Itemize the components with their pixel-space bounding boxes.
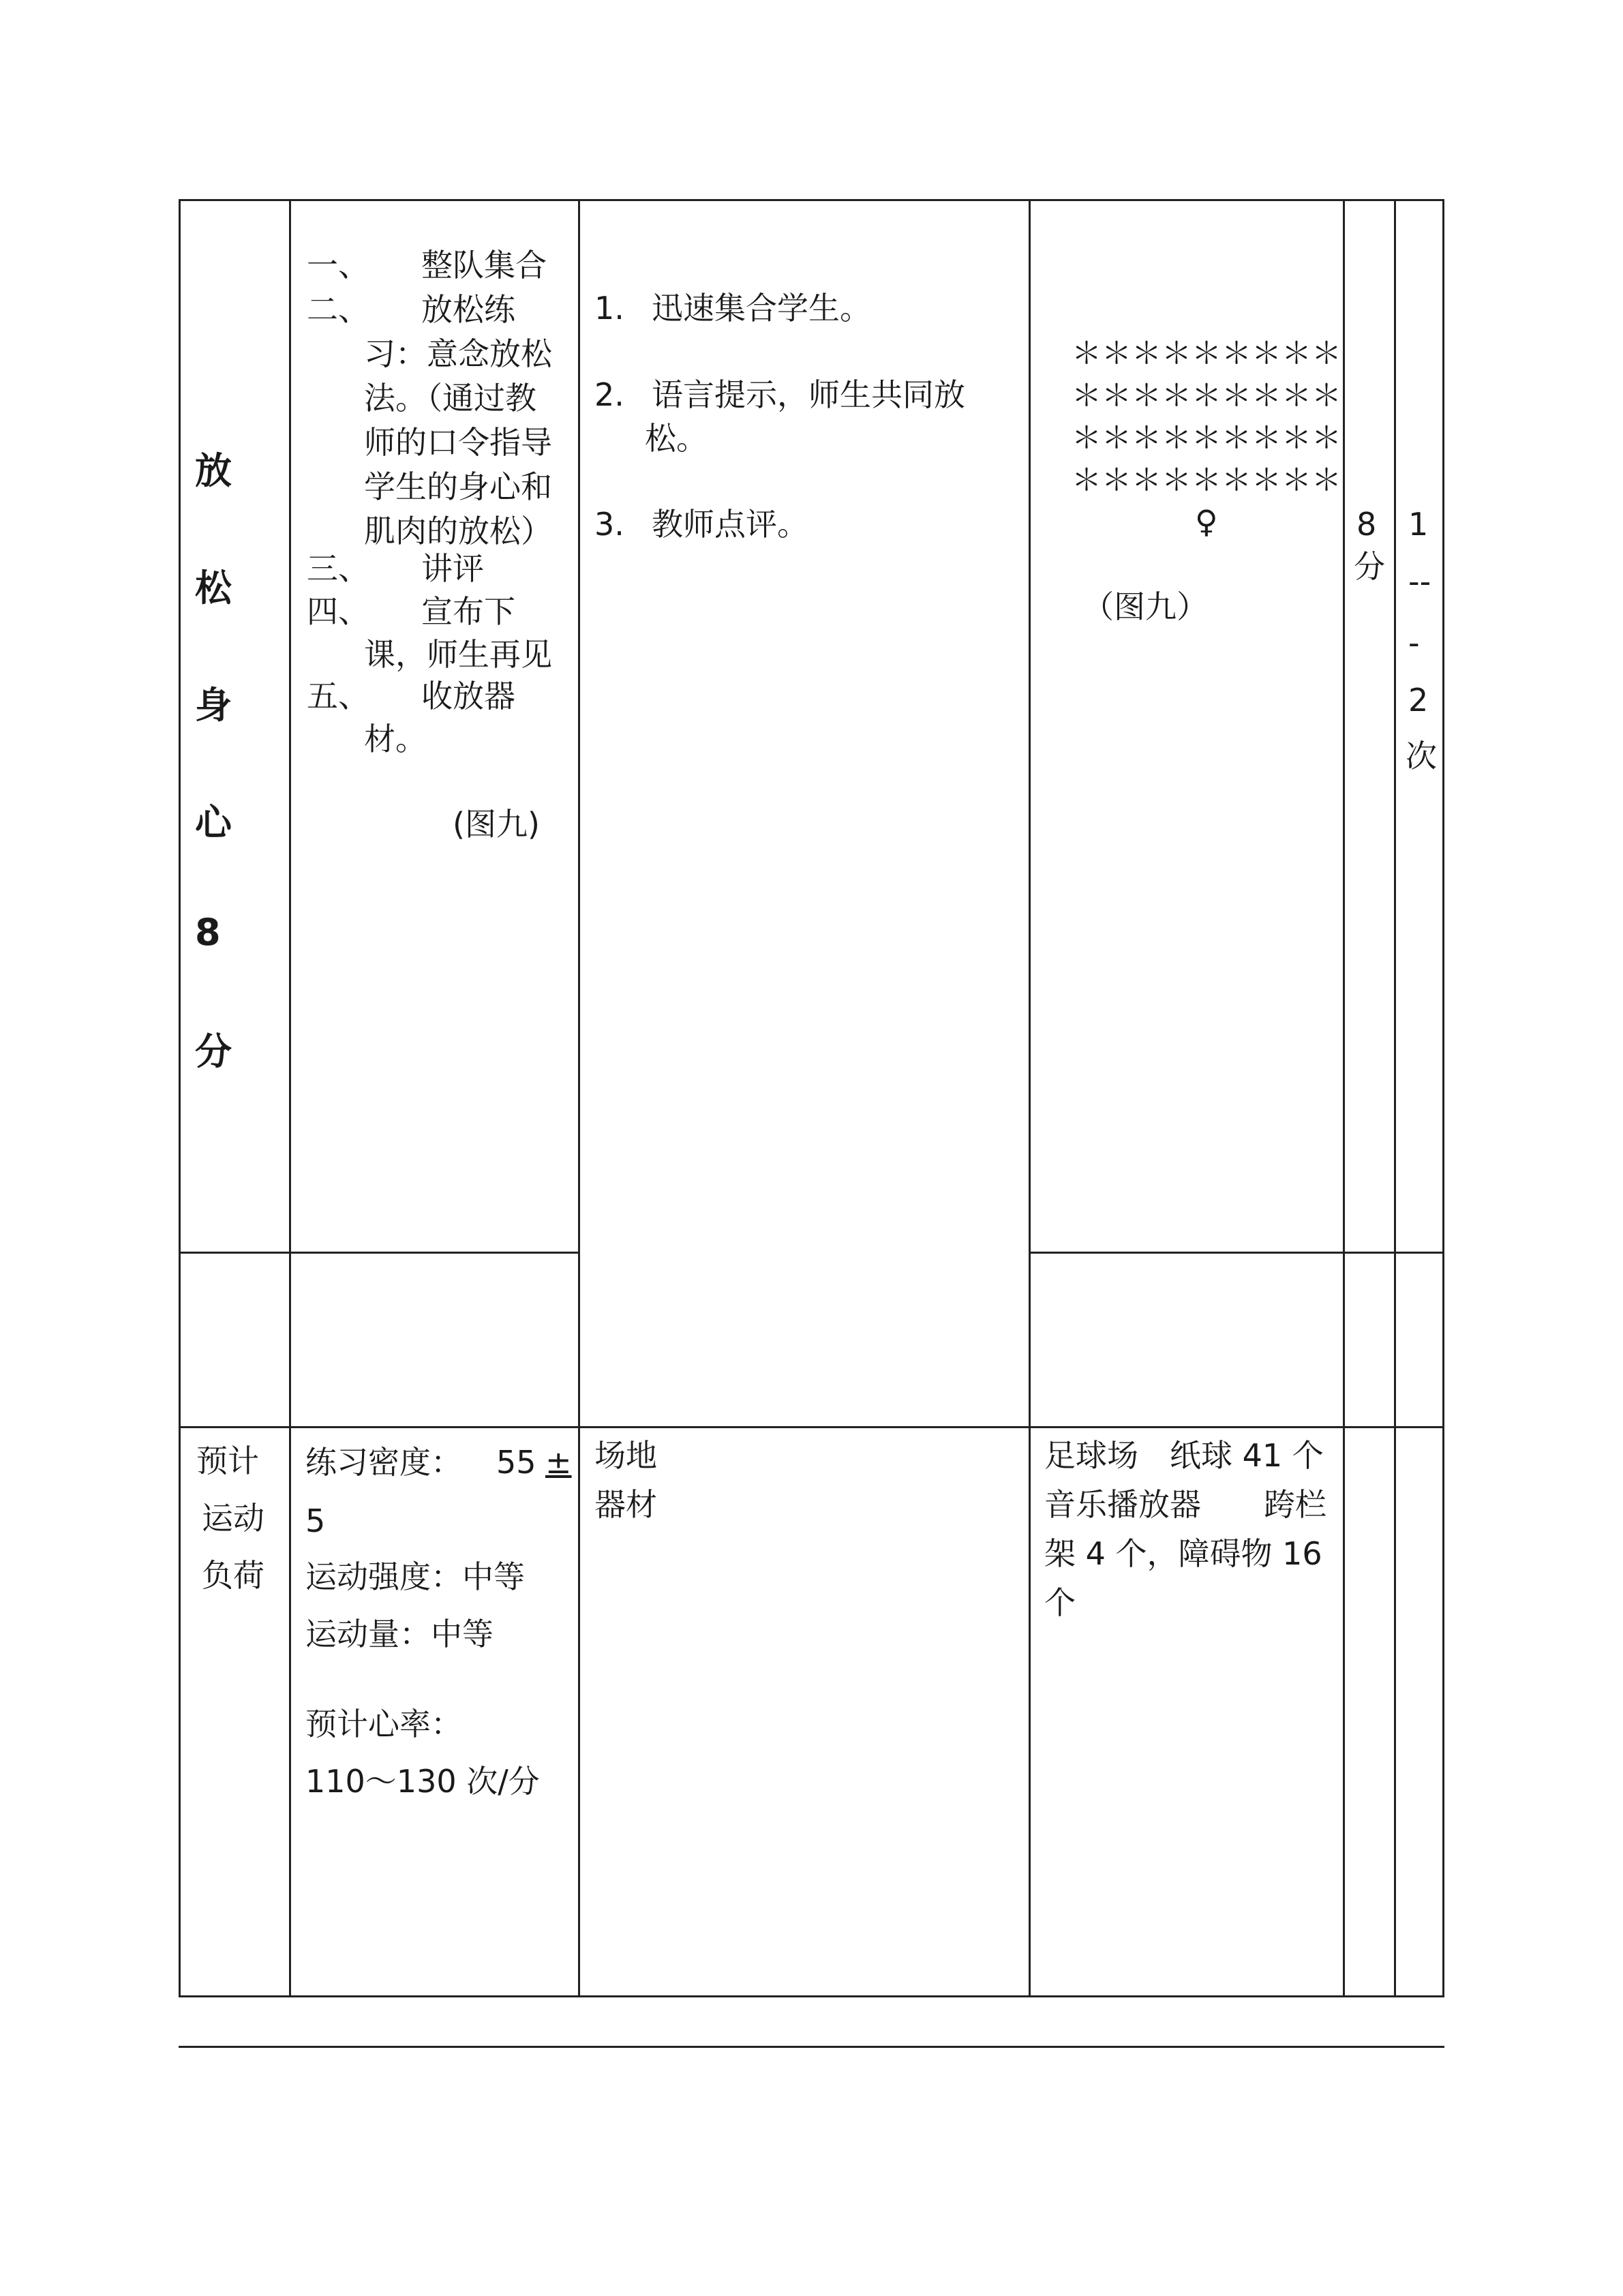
density-label: 练习密度： bbox=[305, 1444, 462, 1481]
list-item: 习：意念放松 bbox=[364, 335, 552, 372]
equipment-text: 个 bbox=[1044, 1584, 1076, 1621]
method-number: 2. bbox=[594, 376, 624, 413]
time-value: 8 bbox=[1356, 506, 1377, 543]
list-number: 三、 bbox=[307, 550, 369, 587]
equipment-label: 器材 bbox=[594, 1486, 657, 1523]
count-line: - bbox=[1408, 624, 1420, 661]
venue-label: 场地 bbox=[594, 1437, 657, 1474]
formation-caption: （图九） bbox=[1082, 588, 1208, 625]
equipment-text: 架 4 个，障碍物 16 bbox=[1044, 1535, 1322, 1572]
footer-rule bbox=[179, 2046, 1444, 2048]
table-col-4 bbox=[1343, 199, 1345, 1997]
count-line: 2 bbox=[1408, 682, 1429, 719]
list-number: 一、 bbox=[307, 247, 369, 284]
list-number: 二、 bbox=[307, 291, 369, 328]
density-value: 55 bbox=[496, 1444, 536, 1481]
list-item: 收放器 bbox=[421, 678, 515, 714]
load-label: 预计 bbox=[196, 1442, 259, 1479]
table-border-row1b bbox=[1029, 1252, 1444, 1254]
list-item: 学生的身心和 bbox=[364, 468, 552, 505]
list-item: 课，师生再见 bbox=[364, 636, 552, 673]
heart-rate-label: 预计心率： bbox=[305, 1706, 462, 1742]
table-col-6 bbox=[1442, 199, 1444, 1997]
method-text: 教师点评。 bbox=[652, 506, 808, 543]
load-label: 运动 bbox=[202, 1500, 264, 1537]
list-number: 五、 bbox=[307, 678, 369, 714]
density-plus-minus: ± bbox=[545, 1444, 572, 1481]
method-text: 语言提示，师生共同放 bbox=[652, 376, 965, 413]
density-tail: 5 bbox=[305, 1502, 326, 1539]
teacher-symbol-icon: ♀ bbox=[1195, 503, 1218, 540]
method-number: 1. bbox=[594, 290, 624, 327]
time-unit: 分 bbox=[1354, 548, 1385, 585]
list-item: 肌肉的放松） bbox=[364, 513, 552, 549]
student-row: ＊＊＊＊＊＊＊＊＊ bbox=[1072, 336, 1341, 371]
list-item: 整队集合 bbox=[421, 247, 547, 284]
table-col-0 bbox=[179, 199, 181, 1997]
method-text: 松。 bbox=[645, 420, 708, 457]
count-line: 次 bbox=[1406, 738, 1437, 774]
volume-text: 运动量：中等 bbox=[305, 1616, 494, 1652]
table-border-row2 bbox=[179, 1426, 1444, 1428]
count-line: 1 bbox=[1408, 506, 1429, 543]
list-number: 四、 bbox=[307, 593, 369, 630]
section-title-char: 分 bbox=[195, 1030, 232, 1073]
method-number: 3. bbox=[594, 506, 624, 543]
table-col-3 bbox=[1029, 199, 1031, 1997]
load-label: 负荷 bbox=[202, 1557, 264, 1594]
list-item: 讲评 bbox=[421, 550, 484, 587]
table-col-2 bbox=[578, 199, 580, 1997]
list-item: 放松练 bbox=[421, 291, 515, 328]
count-line: -- bbox=[1408, 563, 1431, 600]
table-col-5 bbox=[1394, 199, 1396, 1997]
equipment-text: 足球场 纸球 41 个 bbox=[1044, 1437, 1324, 1474]
table-col-1 bbox=[289, 199, 291, 1997]
method-text: 迅速集合学生。 bbox=[652, 290, 871, 327]
section-title-char: 8 bbox=[195, 911, 221, 954]
list-item: 师的口令指导 bbox=[364, 424, 552, 461]
student-row: ＊＊＊＊＊＊＊＊＊ bbox=[1072, 463, 1341, 498]
student-row: ＊＊＊＊＊＊＊＊＊ bbox=[1072, 378, 1341, 413]
list-item: 法。（通过教 bbox=[364, 380, 536, 417]
section-title-char: 放 bbox=[195, 449, 232, 492]
intensity-text: 运动强度：中等 bbox=[305, 1558, 525, 1595]
table-border-row1 bbox=[179, 1252, 578, 1254]
section-title-char: 心 bbox=[195, 801, 232, 844]
section-title-char: 身 bbox=[195, 684, 232, 727]
list-item: 材。 bbox=[364, 721, 427, 757]
section-title-char: 松 bbox=[195, 567, 232, 609]
heart-rate-value: 110～130 次/分 bbox=[305, 1763, 540, 1800]
equipment-text: 音乐播放器 跨栏 bbox=[1044, 1486, 1326, 1523]
list-item: 宣布下 bbox=[421, 593, 515, 630]
table-border-bottom bbox=[179, 1995, 1444, 1997]
student-row: ＊＊＊＊＊＊＊＊＊ bbox=[1072, 421, 1341, 455]
table-border-top bbox=[179, 199, 1444, 201]
figure-caption: (图九) bbox=[453, 806, 540, 843]
